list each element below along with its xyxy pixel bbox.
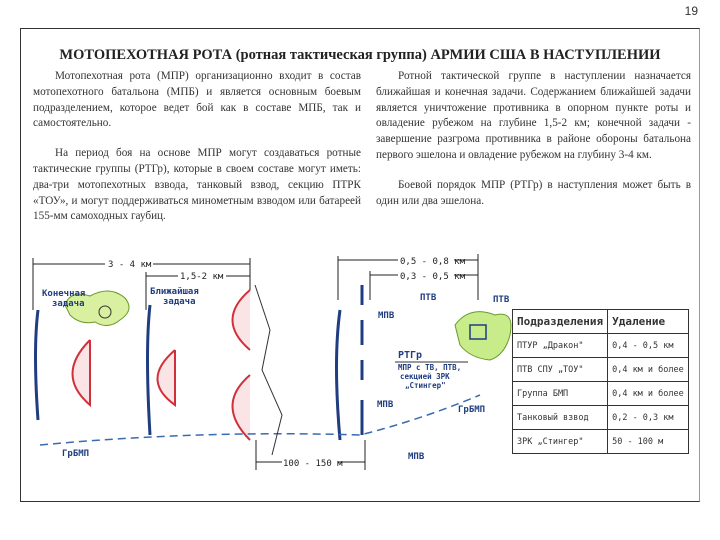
- cell: 0,4 - 0,5 км: [608, 334, 689, 358]
- paragraph: Боевой порядок МПР (РТГр) в наступления может быть в один или два эшелона.: [376, 178, 691, 207]
- table-row: [513, 430, 689, 454]
- mpv-label: МПВ: [377, 400, 394, 410]
- paragraph: Мотопехотная рота (МПР) организационно входит в состав мотопехотного батальона (МПБ) и является основным боевым подразделением, которое ведет бой как в составе МПБ, так и самостоятельно.: [33, 70, 361, 130]
- table-header: Подразделения: [513, 310, 608, 334]
- page-title: МОТОПЕХОТНАЯ РОТА (ротная тактическая группа) АРМИИ США В НАСТУПЛЕНИИ: [59, 47, 661, 63]
- enemy-barrier: [255, 285, 282, 455]
- rtgr-desc: секцией ЗРК: [400, 372, 450, 381]
- rtgr-desc: „Стингер": [405, 381, 446, 390]
- near-task-label: Ближайшая: [150, 287, 199, 297]
- grbmp-label: ГрБМП: [62, 449, 90, 459]
- paragraph: На период боя на основе МПР могут создаваться ротные тактические группы (РТГр), которые в своем составе могут иметь: два-три мотопехотных взвода, танковый взвод, секцию ПТРК «ТОУ», и могут поддерживаться минометным взводом или батареей 155-мм самоходных гаубиц.: [33, 147, 361, 223]
- page-number: 19: [684, 4, 698, 18]
- table-row: [513, 382, 689, 406]
- movement-route: [40, 395, 480, 445]
- rtgr-desc: МПР с ТВ, ПТВ,: [398, 363, 462, 372]
- dim-05: 0,5 - 0,8 км: [400, 257, 466, 267]
- rtgr-label: РТГр: [398, 350, 423, 361]
- near-task-label: задача: [163, 297, 196, 307]
- dim-total: 3 - 4 км: [108, 260, 152, 270]
- cell: 0,2 - 0,3 км: [608, 406, 689, 430]
- final-task-label: задача: [52, 299, 85, 309]
- mpv-label: МПВ: [408, 452, 425, 462]
- table-row: [513, 406, 689, 430]
- paragraph: Ротной тактической группе в наступлении назначается ближайшая и конечная задачи. Содержанием ближайшей задачи является уничтожение противника в опорном пункте роты и овладение рубежом на глубине 1,5-2 км; конечной задачи - завершение разгрома противника в районе обороны батальона первого эшелона и овладение рубежом на глубину 3-4 км.: [376, 70, 691, 161]
- distance-table: [512, 309, 689, 454]
- ptv-label: ПТВ: [493, 295, 510, 305]
- final-task-label: Конечная: [42, 289, 86, 299]
- cell: Группа БМП: [513, 382, 608, 406]
- grbmp-label: ГрБМП: [458, 405, 486, 415]
- ptv-label: ПТВ: [420, 293, 437, 303]
- cell: ПТУР „Дракон": [513, 334, 608, 358]
- dim-near: 1,5-2 км: [180, 272, 224, 282]
- cell: 0,4 км и более: [608, 382, 689, 406]
- cell: ПТВ СПУ „ТОУ": [513, 358, 608, 382]
- cell: 50 - 100 м: [608, 430, 689, 454]
- dim-03: 0,3 - 0,5 км: [400, 272, 466, 282]
- mpv-label: МПВ: [378, 311, 395, 321]
- dim-100: 100 - 150 м: [283, 459, 343, 469]
- battalion-area: [455, 312, 511, 360]
- cell: 0,4 км и более: [608, 358, 689, 382]
- table-row: [513, 334, 689, 358]
- table-header: Удаление: [608, 310, 689, 334]
- cell: Танковый взвод: [513, 406, 608, 430]
- cell: ЗРК „Стингер": [513, 430, 608, 454]
- table-row: [513, 358, 689, 382]
